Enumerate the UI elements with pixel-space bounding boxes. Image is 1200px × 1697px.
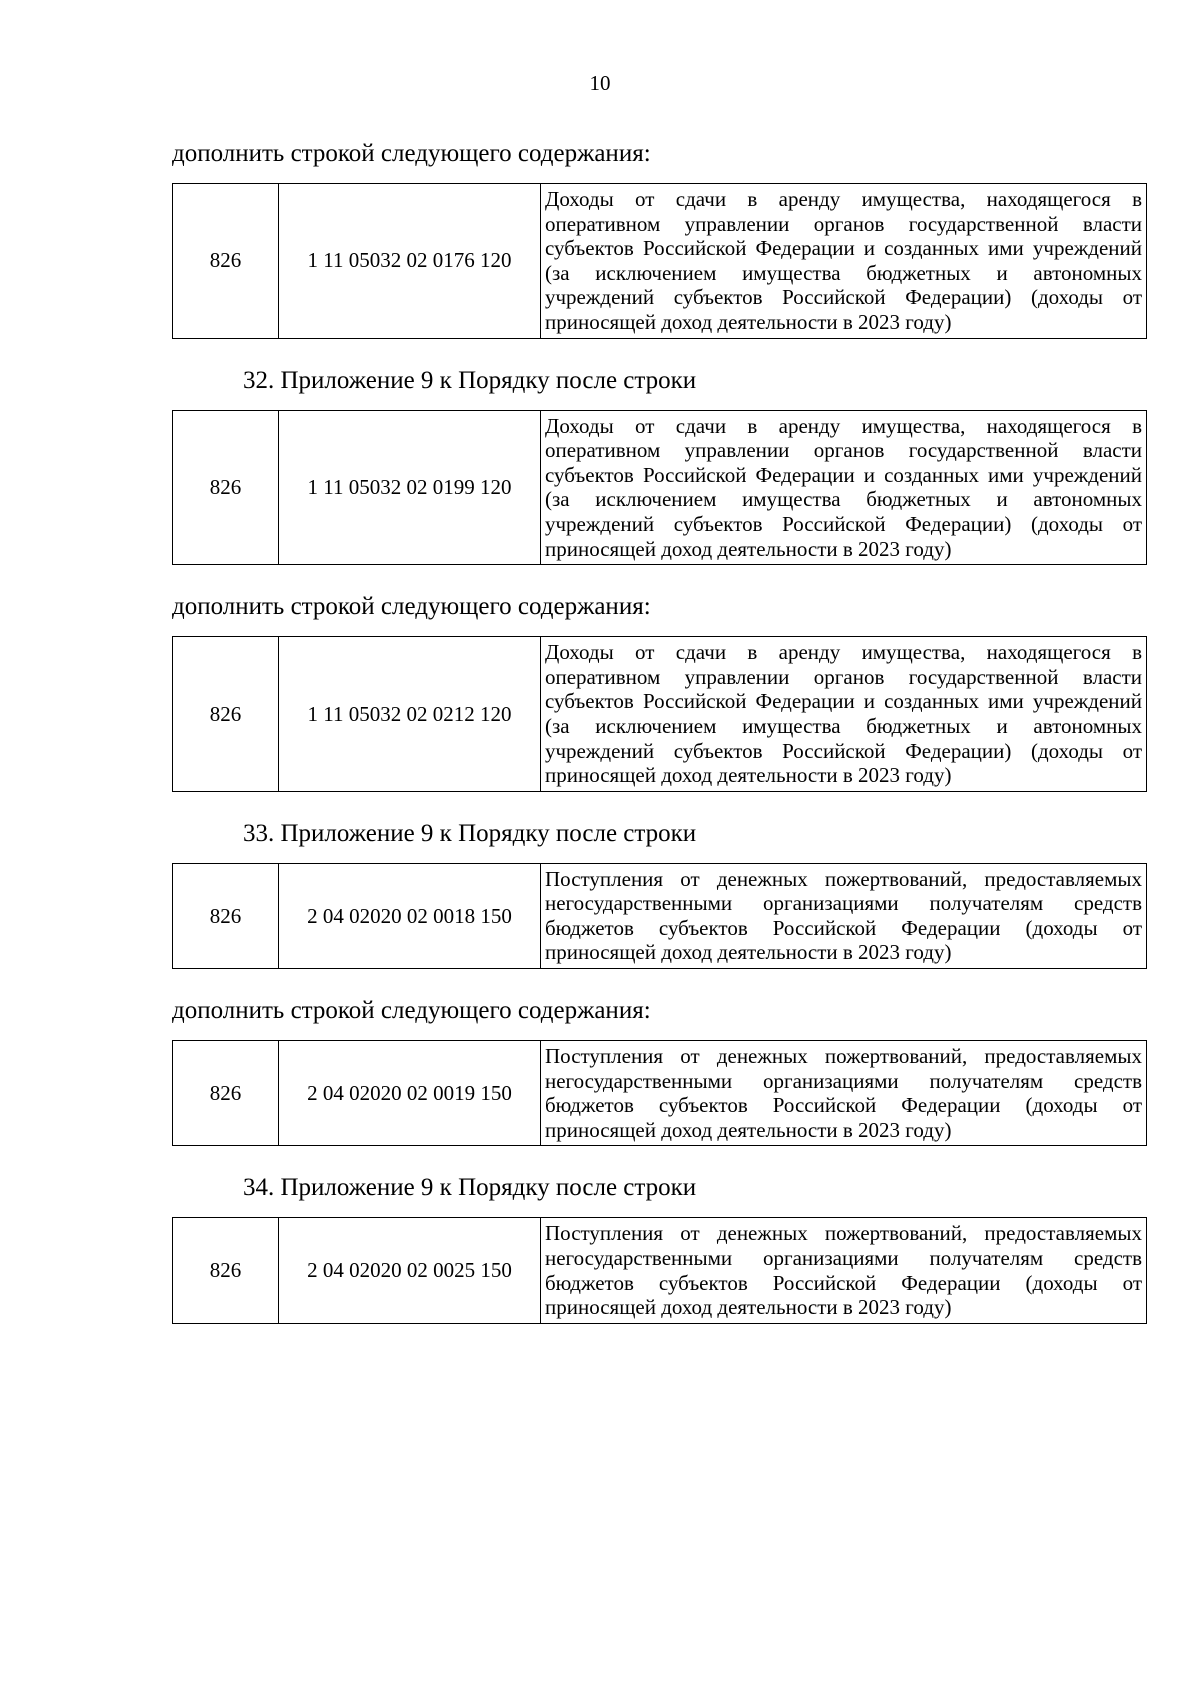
table-row	[173, 1041, 1147, 1146]
budget-classification-code-cell: 2 04 02020 02 0019 150	[279, 1041, 541, 1146]
budget-classification-code-cell: 1 11 05032 02 0176 120	[279, 184, 541, 339]
section-heading: 32. Приложение 9 к Порядку после строки	[243, 366, 697, 394]
budget-code-table	[172, 863, 1147, 969]
administrator-code-cell: 826	[173, 184, 279, 339]
budget-code-table	[172, 636, 1147, 792]
administrator-code-cell: 826	[173, 1218, 279, 1323]
administrator-code-cell: 826	[173, 863, 279, 968]
income-name-cell: Поступления от денежных пожертвований, предоставляемых негосударственными организациями получателям средств бюджетов субъектов Российской Федерации (доходы от приносящей доход деятельности в 2023 году)	[541, 1041, 1147, 1146]
budget-code-table	[172, 1040, 1147, 1146]
section-heading: 34. Приложение 9 к Порядку после строки	[243, 1174, 697, 1202]
document-body	[172, 138, 1147, 1350]
budget-classification-code-cell: 1 11 05032 02 0212 120	[279, 637, 541, 792]
income-name-cell: Поступления от денежных пожертвований, предоставляемых негосударственными организациями получателям средств бюджетов субъектов Российской Федерации (доходы от приносящей доход деятельности в 2023 году)	[541, 863, 1147, 968]
income-name-cell: Доходы от сдачи в аренду имущества, находящегося в оперативном управлении органов государственной власти субъектов Российской Федерации и созданных ими учреждений (за исключением имущества бюджетных и автономных учреждений субъектов Российской Федерации) (доходы от приносящей доход деятельности в 2023 году)	[541, 637, 1147, 792]
table-row	[173, 637, 1147, 792]
table-row	[173, 1218, 1147, 1323]
budget-code-table	[172, 1217, 1147, 1323]
administrator-code-cell: 826	[173, 637, 279, 792]
budget-classification-code-cell: 2 04 02020 02 0018 150	[279, 863, 541, 968]
table-row	[173, 184, 1147, 339]
page-number: 10	[589, 71, 611, 95]
section-heading: дополнить строкой следующего содержания:	[172, 140, 651, 167]
budget-code-table	[172, 410, 1147, 566]
section-heading: дополнить строкой следующего содержания:	[172, 997, 651, 1025]
section-heading: 33. Приложение 9 к Порядку после строки	[243, 819, 697, 847]
table-row	[173, 410, 1147, 565]
administrator-code-cell: 826	[173, 410, 279, 565]
income-name-cell: Поступления от денежных пожертвований, предоставляемых негосударственными организациями получателям средств бюджетов субъектов Российской Федерации (доходы от приносящей доход деятельности в 2023 году)	[541, 1218, 1147, 1323]
section-heading: дополнить строкой следующего содержания:	[172, 593, 651, 621]
income-name-cell: Доходы от сдачи в аренду имущества, находящегося в оперативном управлении органов государственной власти субъектов Российской Федерации и созданных ими учреждений (за исключением имущества бюджетных и автономных учреждений субъектов Российской Федерации) (доходы от приносящей доход деятельности в 2023 году)	[541, 410, 1147, 565]
administrator-code-cell: 826	[173, 1041, 279, 1146]
budget-classification-code-cell: 2 04 02020 02 0025 150	[279, 1218, 541, 1323]
budget-code-table	[172, 183, 1147, 339]
income-name-cell: Доходы от сдачи в аренду имущества, находящегося в оперативном управлении органов государственной власти субъектов Российской Федерации и созданных ими учреждений (за исключением имущества бюджетных и автономных учреждений субъектов Российской Федерации) (доходы от приносящей доход деятельности в 2023 году)	[541, 184, 1147, 339]
table-row	[173, 863, 1147, 968]
budget-classification-code-cell: 1 11 05032 02 0199 120	[279, 410, 541, 565]
